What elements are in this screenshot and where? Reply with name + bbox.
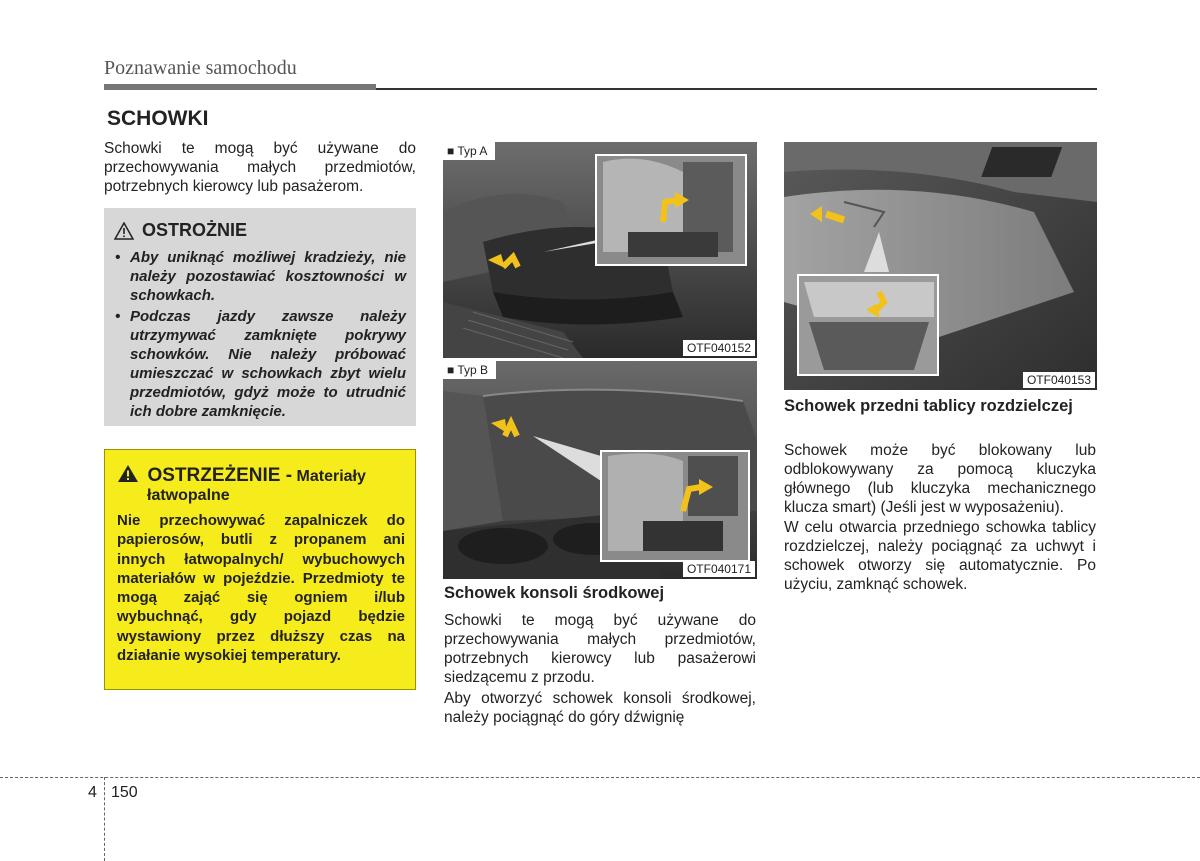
glovebox-illustration: [784, 142, 1097, 390]
figure-code: OTF040152: [683, 340, 755, 356]
warning-text: Nie przechowywać zapalniczek do papierosów, butli z propanem ani innych łatwopalnych/ wybuchowych materiałów w pojeździe. Przedmioty te mogą zająć się ogniem i/lub wybuchnąć, gdy pojazd będzie wystawiony przez dłuższy czas na działanie wysokiej temperatury.: [117, 512, 405, 665]
glovebox-heading: Schowek przedni tablicy rozdzielczej: [784, 397, 1073, 415]
warning-title: [117, 464, 407, 487]
warning-triangle-icon: [117, 464, 139, 483]
figure-glovebox: [784, 142, 1097, 390]
console-type-a-illustration: [443, 142, 757, 358]
caution-box: [104, 208, 416, 426]
glovebox-paragraph-2: W celu otwarcia przedniego schowka tablicy rozdzielczej, należy pociągnąć za uchwyt i schowek otworzy się automatycznie. Po użyciu, zamknąć schowek.: [784, 519, 1096, 593]
caution-list: [114, 248, 406, 423]
caution-item: • Podczas jazdy zawsze należy utrzymywać zamknięte pokrywy schowków. Nie należy próbować umieszczać w schowkach zbyt wielu przedmiotów, gdyż może to utrudnić ich dobre zamknięcie.: [114, 307, 406, 421]
glovebox-paragraph-1: Schowek może być blokowany lub odblokowywany za pomocą kluczyka głównego (lub kluczyka mechanicznego klucza smart) (Jeśli jest w wyposażeniu).: [784, 442, 1096, 516]
footer-rule: [0, 777, 1200, 778]
figure-code: OTF040171: [683, 561, 755, 577]
console-paragraph-1: Schowki te mogą być używane do przechowywania małych przedmiotów, potrzebnych kierowcy lub pasażerowi siedzącemu z przodu.: [444, 612, 756, 686]
header-rule-thick: [104, 84, 376, 90]
figure-code: OTF040153: [1023, 372, 1095, 388]
warning-title-main: OSTRZEŻENIE -: [147, 465, 293, 486]
running-header: Poznawanie samochodu: [104, 57, 297, 79]
caution-triangle-icon: [114, 222, 134, 240]
figure-label: ■ Typ B: [443, 361, 496, 379]
footer-divider: [104, 777, 105, 861]
figure-console-type-b: [443, 361, 757, 579]
caution-title-text: OSTROŻNIE: [142, 220, 248, 240]
warning-box: [104, 449, 416, 690]
console-heading: Schowek konsoli środkowej: [444, 584, 665, 602]
console-paragraph-2: Aby otworzyć schowek konsoli środkowej, należy pociągnąć do góry dźwignię: [444, 690, 756, 726]
chapter-number: 4: [88, 784, 97, 801]
figure-console-type-a: [443, 142, 757, 358]
warning-title-sub: Materiały: [296, 468, 366, 485]
console-type-b-illustration: [443, 361, 757, 579]
section-heading: SCHOWKI: [107, 107, 209, 130]
page-number: 150: [111, 784, 138, 801]
intro-paragraph: Schowki te mogą być używane do przechowywania małych przedmiotów, potrzebnych kierowcy lub pasażerom.: [104, 140, 416, 195]
figure-label: ■ Typ A: [443, 142, 495, 160]
caution-title: [114, 220, 247, 241]
caution-item: • Aby uniknąć możliwej kradzieży, nie należy pozostawiać kosztowności w schowkach.: [114, 248, 406, 305]
warning-title-sub2: łatwopalne: [147, 487, 230, 504]
header-rule: [376, 88, 1097, 90]
